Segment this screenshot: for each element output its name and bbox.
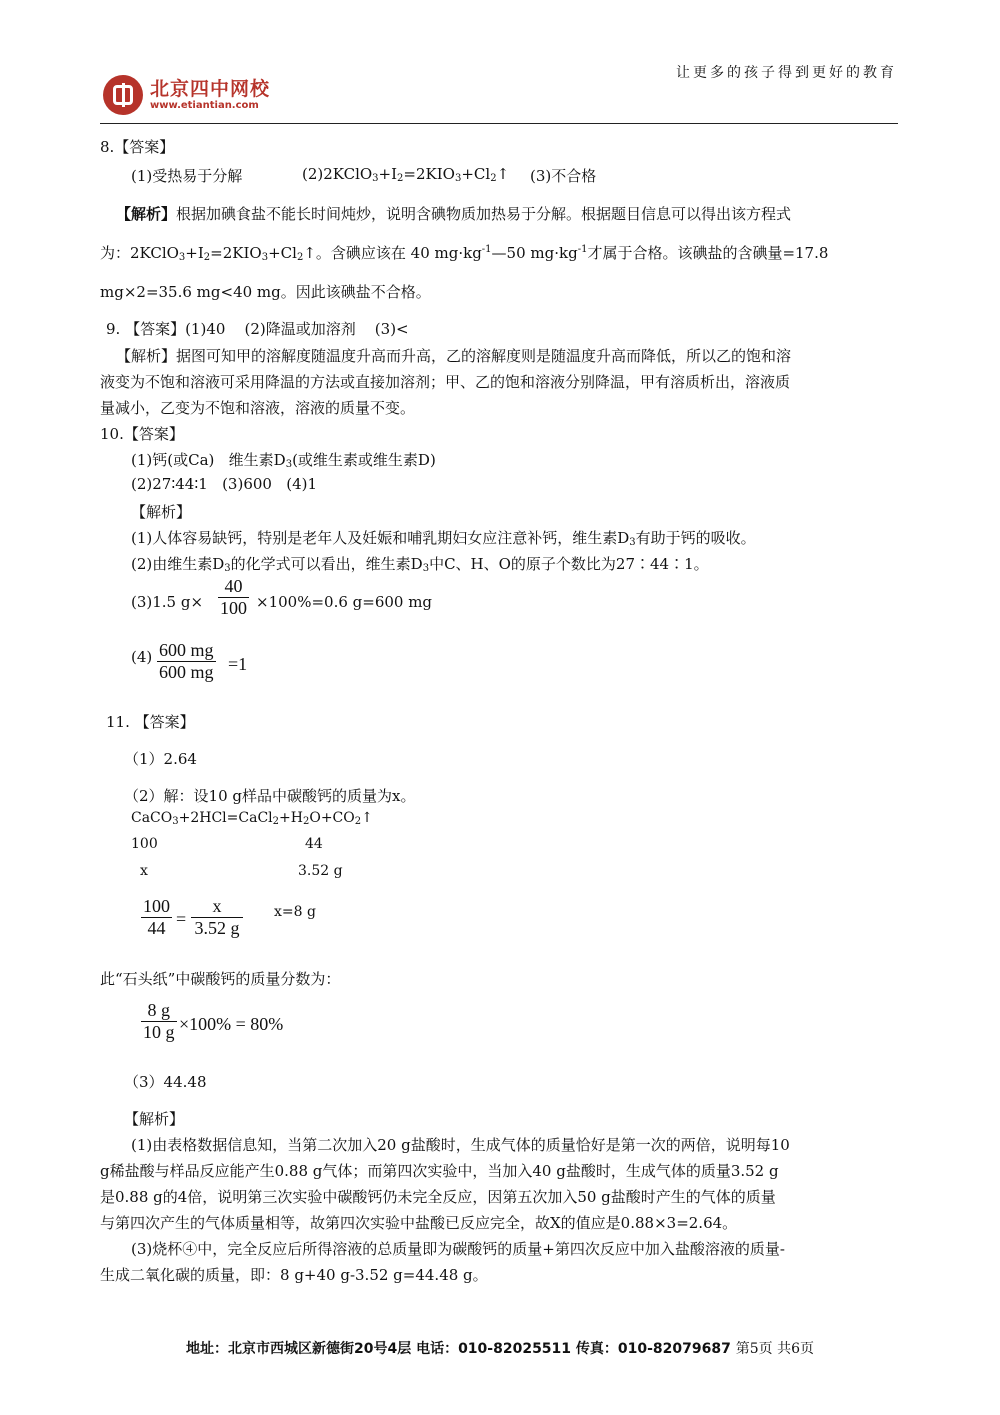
q10-answer-1: (1)钙(或Ca) 维生素$D_3$(或维生素或维生素D) bbox=[131, 451, 436, 470]
q11-co2-mass: 3.52 g bbox=[298, 863, 343, 879]
q9-analysis-line-1: 【解析】据图可知甲的溶解度随温度升高而升高，乙的溶解度则是随温度升高而降低，所以乙的饱和溶 bbox=[116, 347, 792, 365]
q11-answer-3: （3）44.48 bbox=[124, 1073, 207, 1091]
q11-answer-1: （1）2.64 bbox=[124, 750, 197, 768]
q8-analysis-line-2: 为：$2KClO_3+I_2=2KIO_3+Cl_2↑$。含碘应该在 40 $mg\cdot kg^{-1}—50$ $mg\cdot kg^{-1}$才属于合格。该碘盐的含碘量=17.8 bbox=[100, 244, 829, 263]
q11-fraction-100-44: $\frac{100}{44}$ bbox=[143, 896, 170, 938]
q9-analysis-line-2: 液变为不饱和溶液可采用降温的方法或直接加溶剂；甲、乙的饱和溶液分别降温，甲有溶质析出，溶液质 bbox=[100, 373, 791, 391]
q11-answer-2: （2）解：设10 g样品中碳酸钙的质量为x。 bbox=[124, 787, 416, 805]
page-footer bbox=[0, 1338, 1000, 1358]
q11-explain-4: 与第四次产生的气体质量相等，故第四次实验中盐酸已反应完全，故X的值应是0.88×3=2.64。 bbox=[100, 1214, 738, 1232]
q8-answer-2: $(2)2KClO_3+I_2=2KIO_3+Cl_2↑$ bbox=[302, 165, 510, 184]
logo-mark-icon bbox=[103, 75, 143, 115]
q10-explain-1: (1)人体容易缺钙，特别是老年人及妊娠和哺乳期妇女应注意补钙，维生素$D_3$有助于钙的吸收。 bbox=[131, 529, 756, 548]
q11-explain-3: 是0.88 g的4倍，说明第三次实验中碳酸钙仍未完全反应，因第五次加入50 g盐酸时产生的气体的质量 bbox=[100, 1188, 776, 1206]
footer-page-number: 第5页 共6页 bbox=[735, 1341, 815, 1357]
q10-explain-4-prefix: (4) bbox=[131, 648, 153, 666]
q8-analysis-line-3: mg×2=35.6 mg<40 mg。因此该碘盐不合格。 bbox=[100, 283, 431, 301]
q8-title: 8.【答案】 bbox=[100, 138, 175, 156]
q8-answer-1: (1)受热易于分解 bbox=[131, 167, 243, 185]
q11-unknown-x: x bbox=[140, 863, 148, 879]
q11-explain-1: (1)由表格数据信息知，当第二次加入20 g盐酸时，生成气体的质量恰好是第一次的两倍，说明每10 bbox=[131, 1136, 790, 1154]
q10-title: 10.【答案】 bbox=[100, 425, 184, 443]
q11-title: 11. 【答案】 bbox=[106, 713, 195, 731]
q10-explain-3-prefix: (3)1.5 g× bbox=[131, 593, 204, 611]
q8-analysis-line-1: 【解析】根据加碘食盐不能长时间炖炒，说明含碘物质加热易于分解。根据题目信息可以得出该方程式 bbox=[116, 205, 792, 223]
brand-url: www.etiantian.com bbox=[150, 100, 259, 111]
q10-fraction-40-100: $\frac{40}{100}$ bbox=[220, 576, 247, 618]
q11-equation: $CaCO_3+2HCl=CaCl_2+H_2O+CO_2↑$ bbox=[131, 810, 373, 827]
q9-analysis-line-3: 量减小，乙变为不饱和溶液，溶液的质量不变。 bbox=[100, 399, 416, 417]
q10-explain-2: (2)由维生素$D_3$的化学式可以看出，维生素$D_3$中C、H、O的原子个数比为27∶44∶1。 bbox=[131, 555, 709, 574]
q11-fraction-8-10: $\frac{8 g}{10 g}$ bbox=[143, 1000, 175, 1042]
q11-x-result: x=8 g bbox=[274, 904, 316, 920]
q8-answer-3: (3)不合格 bbox=[530, 167, 597, 185]
q11-explain-6: 生成二氧化碳的质量，即：8 g+40 g-3.52 g=44.48 g。 bbox=[100, 1266, 488, 1284]
q11-mass-co2: 44 bbox=[305, 836, 323, 852]
q11-equals: = bbox=[176, 909, 187, 929]
q11-percent-result: ×100% = 80% bbox=[179, 1014, 284, 1034]
q11-analysis-label: 【解析】 bbox=[124, 1110, 185, 1128]
q11-explain-5: (3)烧杯④中，完全反应后所得溶液的总质量即为碳酸钙的质量+第四次反应中加入盐酸溶液的质量- bbox=[131, 1240, 785, 1258]
q11-fraction-x-352: $\frac{x}{3.52 g}$ bbox=[191, 896, 243, 939]
q10-explain-3-suffix: ×100%=0.6 g=600 mg bbox=[256, 593, 433, 611]
q11-fraction-label: 此“石头纸”中碳酸钙的质量分数为： bbox=[100, 970, 341, 988]
q10-explain-4-result: =1 bbox=[228, 654, 248, 674]
q10-fraction-600mg: $\frac{600 mg}{600 mg}$ bbox=[159, 640, 214, 682]
q10-answer-2: (2)27∶44∶1 (3)600 (4)1 bbox=[131, 475, 318, 493]
q9-title: 9. 【答案】(1)40 (2)降温或加溶剂 (3)< bbox=[106, 320, 409, 338]
q11-explain-2: g稀盐酸与样品反应能产生0.88 g气体；而第四次实验中，当加入40 g盐酸时，生成气体的质量3.52 g bbox=[100, 1162, 779, 1180]
brand-name: 北京四中网校 bbox=[150, 78, 271, 100]
q10-analysis-label: 【解析】 bbox=[131, 503, 192, 521]
q11-mass-caco3: 100 bbox=[131, 836, 158, 852]
header-slogan: 让更多的孩子得到更好的教育 bbox=[676, 65, 897, 81]
footer-address: 地址：北京市西城区新德街20号4层 电话：010-82025511 传真：010-82079687 bbox=[185, 1341, 731, 1357]
header-divider bbox=[100, 123, 898, 124]
